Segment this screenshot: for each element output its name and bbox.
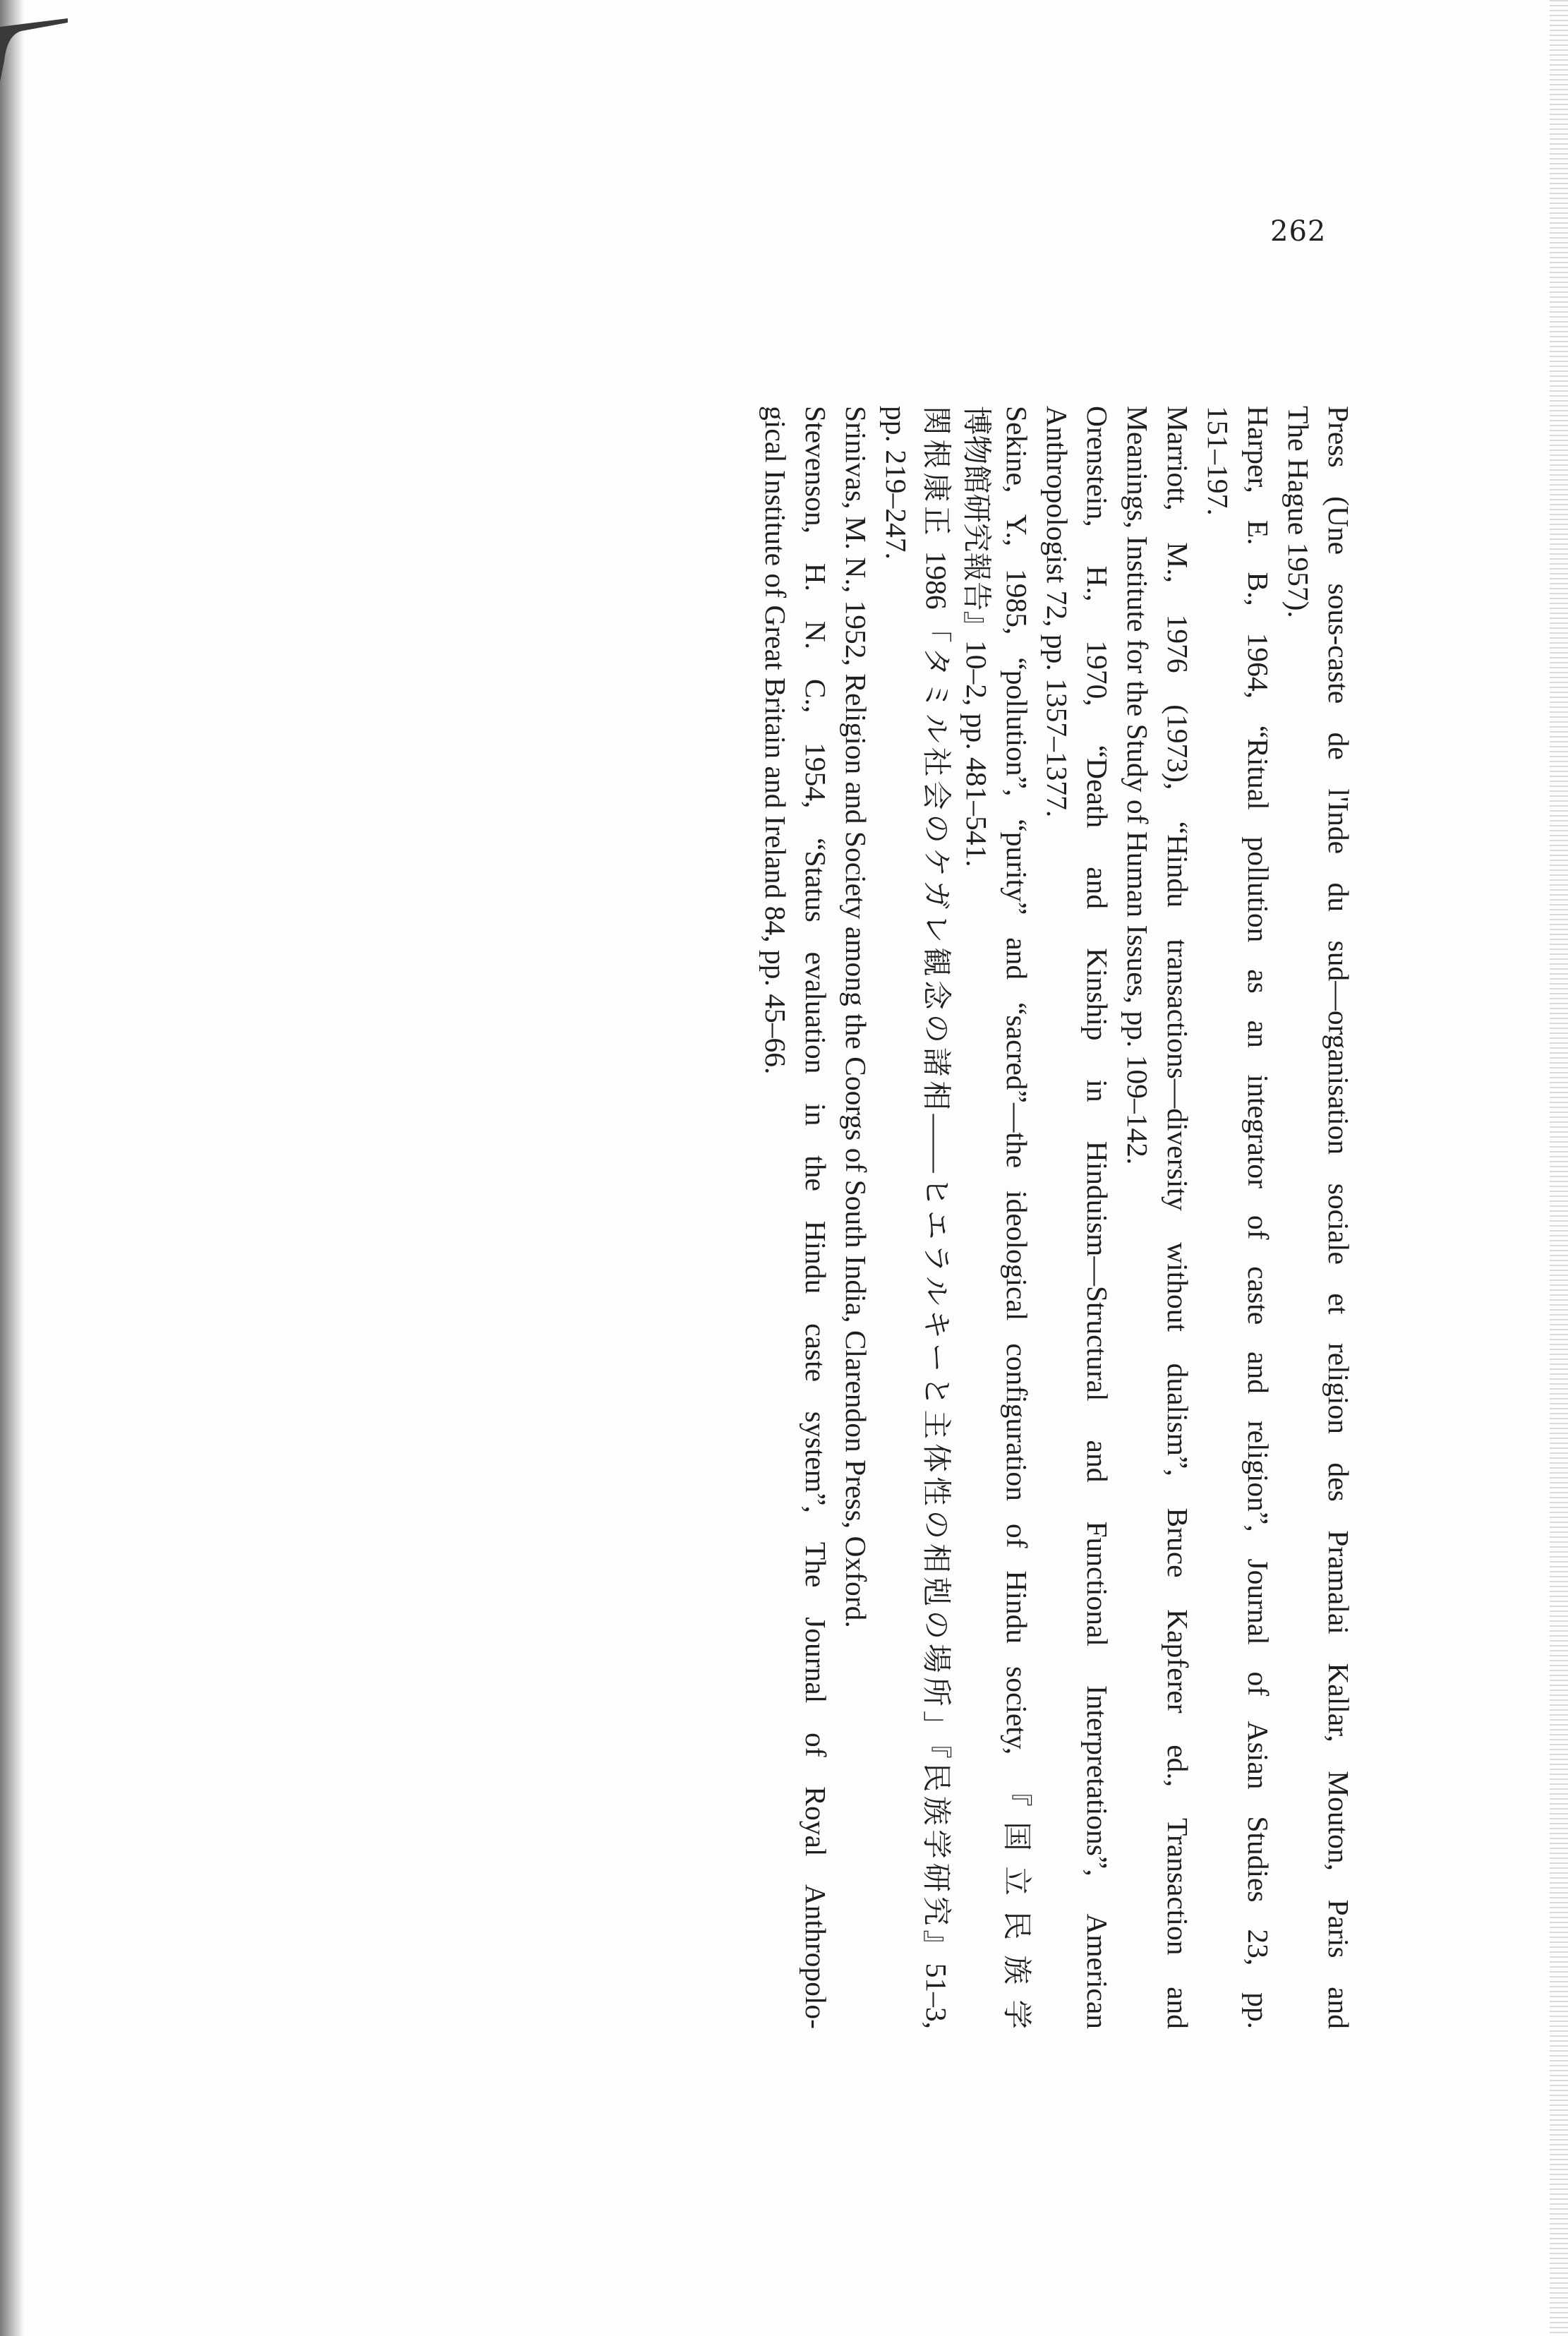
reference-line: 博物館研究報告』10–2, pp. 481–541. bbox=[960, 406, 993, 867]
reference-line: Srinivas, M. N., 1952, Religion and Society among the Coorgs of South India, Clarendon Press, Oxford. bbox=[840, 406, 872, 1628]
reference-line: Marriott, M., 1976 (1973), “Hindu transactions—diversity without dualism”, Bruce Kapferer ed., Transaction and bbox=[1162, 406, 1194, 2029]
reference-line: Sekine, Y., 1985, “pollution”, “purity” and “sacred”—the ideological configuration of Hindu society, 『国立民族学 bbox=[1001, 406, 1033, 2029]
binding-shadow bbox=[0, 0, 24, 2336]
reference-line: 関根康正 1986「タミル社会のケガレ観念の諸相——ヒエラルキーと主体性の相剋の場所」『民族学研究』51–3, bbox=[920, 406, 953, 2029]
reference-line: Harper, E. B., 1964, “Ritual pollution as an integrator of caste and religion”, Journal of Asian Studies 23, pp. bbox=[1242, 406, 1274, 2029]
reference-line: Anthropologist 72, pp. 1357–1377. bbox=[1041, 406, 1073, 818]
scan-edge bbox=[1550, 0, 1568, 2336]
reference-line: The Hague 1957). bbox=[1282, 406, 1315, 618]
page-number: 262 bbox=[1270, 215, 1327, 248]
reference-line: 151–197. bbox=[1202, 406, 1234, 516]
reference-line: Meanings, Institute for the Study of Human Issues, pp. 109–142. bbox=[1121, 406, 1154, 1165]
reference-line: Orenstein, H., 1970, “Death and Kinship in Hinduism—Structural and Functional Interpretations”, American bbox=[1081, 406, 1114, 2029]
reference-line: Stevenson, H. N. C., 1954, “Status evaluation in the Hindu caste system”, The Journal of Royal Anthropolo- bbox=[800, 406, 832, 2029]
corner-mark bbox=[0, 18, 71, 82]
reference-line: gical Institute of Great Britain and Ireland 84, pp. 45–66. bbox=[759, 406, 792, 1075]
reference-line: pp. 219–247. bbox=[880, 406, 912, 560]
reference-line: Press (Une sous-caste de l'Inde du sud—organisation sociale et religion des Pramalai Kallar, Mouton, Paris and bbox=[1322, 406, 1355, 2029]
reference-list bbox=[755, 406, 1358, 2029]
